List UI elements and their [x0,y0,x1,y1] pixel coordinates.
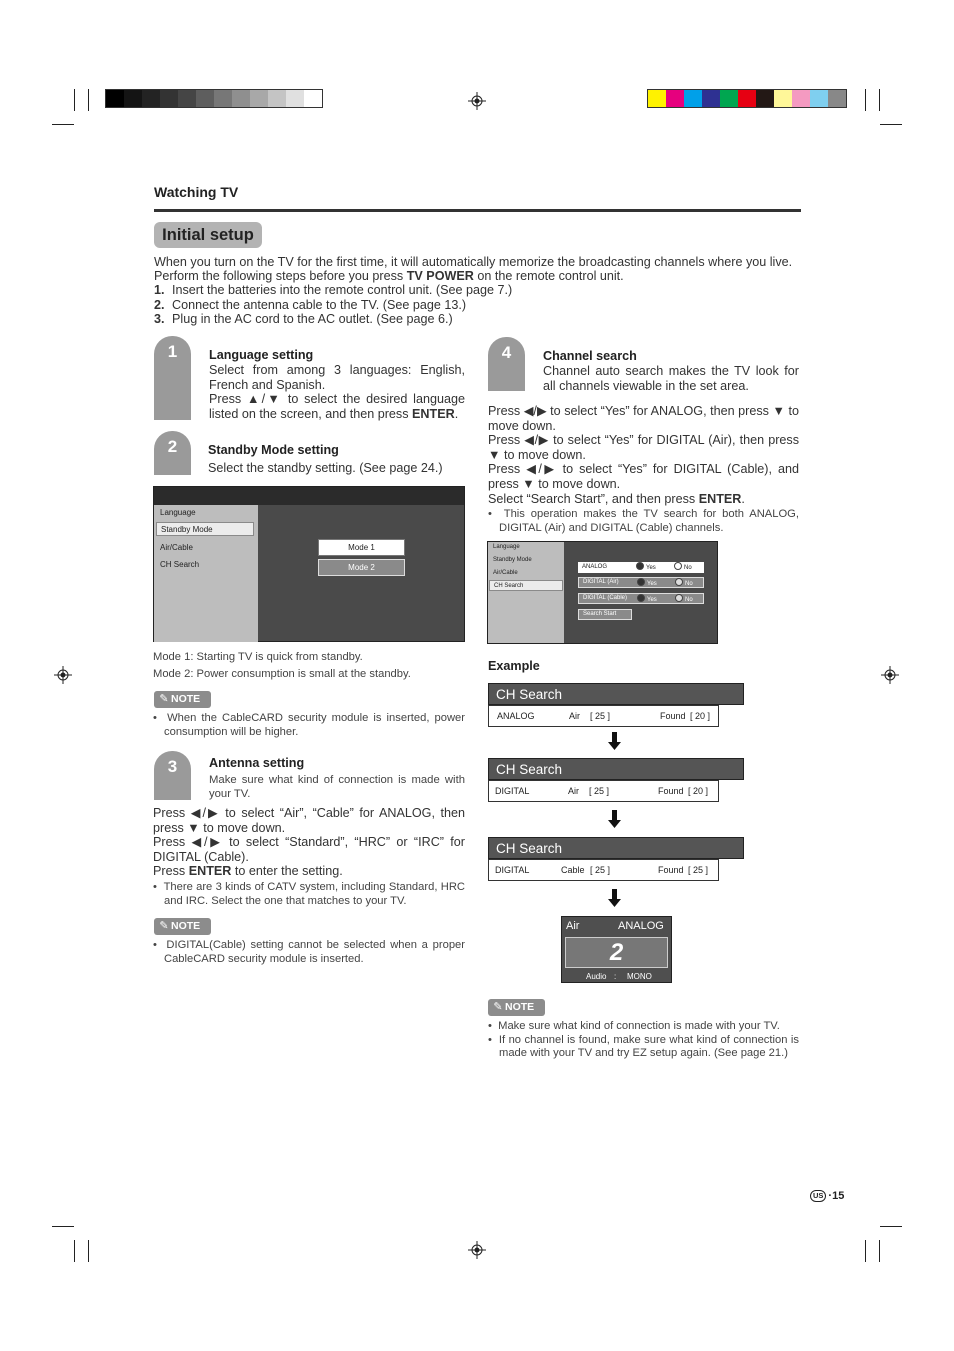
crop-mark [865,89,866,111]
menu-item[interactable]: CH Search [160,560,200,569]
analog-row[interactable]: ANALOG Yes No [578,562,704,573]
registration-mark-icon [468,92,486,110]
header-rule [154,209,801,212]
step-body: Make sure what kind of connection is made with your TV. [209,774,465,800]
crop-mark [74,89,75,111]
pencil-icon: ✎ [159,693,169,705]
registration-mark-icon [881,666,899,684]
registration-mark-icon [468,1241,486,1259]
example-heading: Example [488,659,540,673]
ch-search-header: CH Search [488,758,744,780]
intro-text: When you turn on the TV for the first time, it will automatically memorize the broadcasting channels where you live. Perform the following steps before you press TV POWER on the remote control unit. 1. Insert the batteries into the remote control unit. (See page 7.) 2. Connect the antenna cable to the TV. (See page 13.) 3. Plug in the AC cord to the AC outlet. (See page 6.) [154,255,802,326]
screen-topbar [154,487,464,505]
color-swatch [702,90,720,107]
step-title: Standby Mode setting [208,443,339,457]
channel-display [561,916,672,983]
menu-item[interactable]: Air/Cable [160,543,193,552]
crop-mark [88,1240,89,1262]
search-start-button[interactable]: Search Start [578,609,632,620]
digital-cable-row[interactable]: DIGITAL (Cable) Yes No [578,593,704,604]
standby-mode-screen [153,486,465,642]
note-badge: ✎ NOTE [154,918,211,935]
color-swatch [142,90,160,107]
audio-separator: : [614,972,617,981]
color-swatch [666,90,684,107]
tv-channel-number: 2 [565,937,668,968]
intro-list-item: 1. Insert the batteries into the remote control unit. (See page 7.) [154,283,513,298]
crop-mark [880,1226,902,1227]
step-number-tab: 2 [154,431,191,475]
crop-mark [879,1240,880,1262]
digital-air-row[interactable]: DIGITAL (Air) Yes No [578,577,704,588]
step-body: Channel auto search makes the TV look for all channels viewable in the set area. [543,364,799,393]
color-swatch [792,90,810,107]
color-swatch [286,90,304,107]
bullet-text: • There are 3 kinds of CATV system, including Standard, HRC and IRC. Select the one that matches to your TV. [153,881,465,907]
section-label: Watching TV [154,184,239,200]
step-title: Language setting [209,348,314,362]
ch-search-row: DIGITAL Air [ 25 ] Found [ 20 ] [488,780,719,802]
color-swatch [160,90,178,107]
mode-notes: Mode 1: Starting TV is quick from standby. Mode 2: Power consumption is small at the standby. [153,651,411,680]
crop-mark [74,1240,75,1262]
arrow-down-icon [608,732,621,750]
menu-item[interactable]: Air/Cable [493,570,518,576]
color-swatch [774,90,792,107]
bullet-text: • This operation makes the TV search for both ANALOG, DIGITAL (Air) and DIGITAL (Cable) channels. [488,508,799,534]
color-swatch [106,90,124,107]
step-number-tab: 4 [488,337,525,391]
note-badge: ✎ NOTE [488,999,545,1016]
color-bar [647,89,847,108]
color-swatch [648,90,666,107]
crop-mark [880,124,902,125]
tv-source: Air [566,920,580,932]
pencil-icon: ✎ [493,1001,503,1013]
page-title: Initial setup [154,222,262,248]
color-swatch [268,90,286,107]
note-badge: ✎ NOTE [154,691,211,708]
menu-item[interactable]: Standby Mode [493,557,532,563]
pencil-icon: ✎ [159,920,169,932]
color-swatch [304,90,322,107]
menu-item-selected[interactable]: CH Search [489,580,563,591]
arrow-down-icon [608,889,621,907]
color-swatch [124,90,142,107]
step-number-tab: 3 [154,751,191,800]
color-swatch [196,90,214,107]
channel-search-screen [487,541,718,644]
region-badge: US [810,1190,826,1202]
step-body: Select from among 3 languages: English, French and Spanish. Press ▲/▼ to select the desired language listed on the screen, and then press ENTER. [209,363,465,421]
ch-search-row: ANALOG Air [ 25 ] Found [ 20 ] [488,705,719,727]
step-title: Antenna setting [209,756,305,770]
arrow-down-icon [608,810,621,828]
crop-mark [88,89,89,111]
note-text: • DIGITAL(Cable) setting cannot be selected when a proper CableCARD security module is inserted. [153,939,465,965]
note-text: • When the CableCARD security module is inserted, power consumption will be higher. [153,712,465,738]
crop-mark [52,1226,74,1227]
audio-value: MONO [627,972,652,981]
color-swatch [810,90,828,107]
mode2-option[interactable]: Mode 2 [318,559,405,576]
audio-label: Audio [586,972,607,981]
note-text: • Make sure what kind of connection is made with your TV. • If no channel is found, make sure what kind of connection is made with your TV and try EZ setup again. (See page 21.) [488,1020,799,1060]
color-swatch [720,90,738,107]
color-swatch [828,90,846,107]
mode1-option[interactable]: Mode 1 [318,539,405,556]
color-swatch [214,90,232,107]
step-body: Select the standby setting. (See page 24.) [208,461,443,475]
intro-list-item: 3. Plug in the AC cord to the AC outlet. (See page 6.) [154,311,453,326]
color-swatch [232,90,250,107]
ch-search-header: CH Search [488,837,744,859]
step-number-tab: 1 [154,336,191,420]
tv-mode: ANALOG [618,920,664,932]
page-number: US ·15 [810,1190,844,1202]
crop-mark [865,1240,866,1262]
registration-mark-icon [54,666,72,684]
menu-item-selected[interactable]: Standby Mode [156,522,254,536]
crop-mark [879,89,880,111]
color-swatch [738,90,756,107]
color-swatch [178,90,196,107]
step-instructions: Press ◀/▶ to select “Air”, “Cable” for ANALOG, then press ▼ to move down. Press ◀/▶ to select “Standard”, “HRC” or “IRC” for DIGITAL (Cable). Press ENTER to enter the setting. [153,806,465,879]
menu-item[interactable]: Language [160,508,196,517]
color-swatch [756,90,774,107]
color-swatch [250,90,268,107]
menu-item[interactable]: Language [493,544,520,550]
step-instructions: Press ◀/▶ to select “Yes” for ANALOG, then press ▼ to move down. Press ◀/▶ to select “Yes” for DIGITAL (Air), then press ▼ to move down. Press ◀/▶ to select “Yes” for DIGITAL (Cable), and press ▼ to move down. Select “Search Start”, and then press ENTER. [488,404,799,506]
color-swatch [684,90,702,107]
ch-search-row: DIGITAL Cable [ 25 ] Found [ 25 ] [488,859,719,881]
ch-search-header: CH Search [488,683,744,705]
intro-list-item: 2. Connect the antenna cable to the TV. (See page 13.) [154,297,467,312]
crop-mark [52,124,74,125]
grayscale-bar [105,89,323,108]
step-title: Channel search [543,349,637,363]
